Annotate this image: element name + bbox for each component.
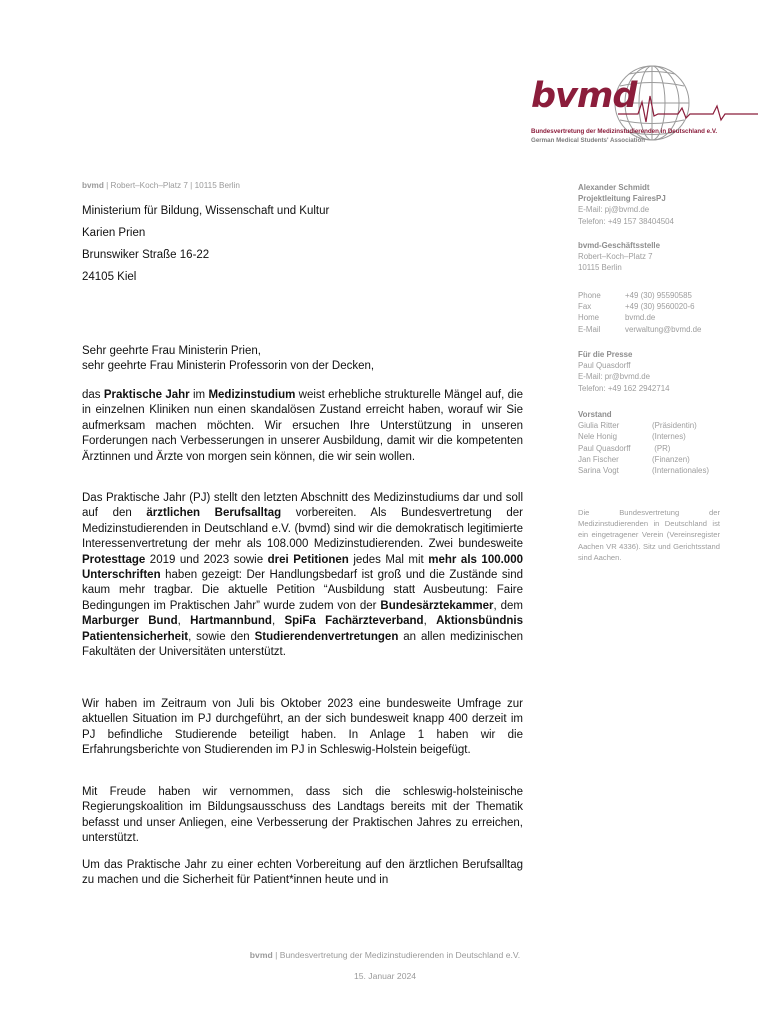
channel-label: Fax	[578, 302, 592, 312]
text-run: haben gezeigt: Der Handlungsbedarf ist groß und die Zustände sind kaum mehr tragbar. Die aktuelle Petition “Ausbildung statt Ausbeutung: Faire Bedingungen im Praktischen Jahr” wurde zudem von der	[82, 569, 523, 612]
press-email: E-Mail: pr@bvmd.de	[578, 372, 651, 382]
bold-run: ärztlichen Berufsalltag	[146, 507, 282, 520]
text-run: an allen medizinischen Fakultäten der Universitäten unterstützt.	[82, 630, 524, 659]
member-role: (Finanzen)	[652, 454, 690, 464]
text-run: ,	[423, 615, 437, 628]
bold-run: Bundesärztekammer	[380, 599, 494, 612]
channel-row-home	[578, 312, 758, 323]
bold-run: Studierendenvertretungen	[254, 630, 399, 643]
bold-run: Protesttage	[82, 553, 146, 566]
press-title: Für die Presse	[578, 350, 633, 359]
text-run: Das Praktische Jahr (PJ) stellt den letzten Abschnitt des Medizinstudiums dar und soll auf den	[82, 492, 523, 520]
bold-run: drei Petitionen	[267, 553, 349, 566]
body-paragraph-4: Mit Freude haben wir vernommen, dass sich die schleswig-holsteinische Regierungskoalition im Bildungsausschuss des Landtags bereits mit der Thematik befasst und unser Anliegen, eine Verbesserung der Praktischen Jahres zu erreichen, unterstützt.	[82, 786, 523, 845]
recipient-address	[82, 200, 329, 288]
legal-note: Die Bundesvertretung der Medizinstudierenden in Deutschland ist ein eingetragener Verein (Vereinsregister Aachen VR 4336). Sitz und Gerichtsstand sind Aachen.	[578, 508, 720, 562]
text-run: jedes Mal mit	[348, 553, 429, 566]
text-run: 2019 und 2023 sowie	[145, 553, 268, 566]
sender-org: bvmd	[82, 181, 104, 190]
office-title: bvmd-Geschäftsstelle	[578, 241, 661, 250]
board-member	[578, 443, 758, 454]
board-block	[578, 409, 758, 476]
bold-run: Hartmannbund	[190, 615, 272, 628]
body-paragraph-2	[82, 491, 523, 660]
member-name: Paul Quasdorff	[578, 443, 631, 453]
bold-run: Praktische Jahr	[103, 389, 190, 401]
sender-street: Robert–Koch–Platz 7	[110, 181, 188, 190]
press-block	[578, 349, 758, 394]
recipient-city: 24105 Kiel	[82, 271, 137, 283]
text-run: vorbereiten. Als Bundesvertretung der Medizinstudierenden in Deutschland e.V. (bvmd) sind wir die demokratisch legitimierte Interessenvertretung der mehr als 108.000 Medizinstudierenden. Zwei bundesweite	[82, 507, 523, 551]
board-member	[578, 454, 758, 465]
separator: |	[103, 181, 111, 190]
text-run: weist erhebliche strukturelle Mängel auf, die in einzelnen Kliniken nun einen skandalösen Zustand erreicht haben, worauf wir Sie aufmerksam machen möchten. Wir ersuchen Ihre Unterstützung in unseren Forderungen nach Verbesserungen in unserer Ausbildung, damit wir die kompetenten Ärztinnen und Ärzte von morgen sein können, die wir sein wollen.	[82, 389, 523, 463]
contact-name: Alexander Schmidt	[578, 183, 650, 192]
bold-run: mehr als 100.000 Unterschriften	[82, 553, 523, 582]
channel-value: +49 (30) 9560020-6	[625, 302, 695, 312]
contact-role: Projektleitung FairesPJ	[578, 194, 666, 204]
board-member	[578, 431, 758, 442]
channel-value: verwaltung@bvmd.de	[625, 324, 702, 334]
bold-run: Marburger Bund	[82, 615, 178, 628]
footer-org: bvmd	[249, 950, 273, 960]
contact-email: E-Mail: pj@bvmd.de	[578, 205, 650, 215]
channel-row-phone	[578, 290, 758, 301]
channel-value: +49 (30) 95590585	[625, 291, 692, 300]
salutation-line-2: sehr geehrte Frau Ministerin Professorin von der Decken,	[82, 359, 375, 372]
page-footer	[0, 950, 770, 960]
bold-run: SpiFa Fachärzteverband	[284, 615, 424, 628]
office-street: Robert–Koch–Platz 7	[578, 252, 653, 262]
logo-tagline-de: Bundesvertretung der Medizinstudierenden in Deutschland e.V.	[531, 128, 718, 135]
logo-wordmark: bvmd	[531, 76, 637, 116]
text-run: , dem	[493, 599, 523, 612]
member-name: Nele Honig	[578, 432, 618, 442]
heartbeat-line-icon	[618, 94, 758, 124]
channel-label: Home	[578, 313, 600, 323]
channel-label: E-Mail	[578, 324, 601, 334]
letter-date: 15. Januar 2024	[353, 971, 417, 981]
text-run: ,	[177, 615, 191, 628]
logo-tagline-en: German Medical Students' Association	[531, 137, 646, 144]
contact-phone: Telefon: +49 157 38404504	[578, 216, 674, 226]
recipient-name: Karien Prien	[82, 227, 146, 239]
press-name: Paul Quasdorff	[578, 361, 631, 371]
text-run: , sowie den	[188, 630, 255, 643]
channels-block	[578, 290, 758, 335]
member-name: Giulia Ritter	[578, 421, 620, 431]
channel-row-email	[578, 324, 758, 335]
board-member	[578, 465, 758, 476]
office-city: 10115 Berlin	[578, 263, 622, 273]
bold-run: Aktionsbündnis Patientensicherheit	[82, 615, 524, 643]
member-role: (Präsidentin)	[652, 421, 697, 431]
channel-value: bvmd.de	[625, 313, 656, 323]
body-paragraph-1	[82, 388, 523, 465]
member-name: Sarina Vogt	[578, 466, 619, 476]
member-role: (Internationales)	[652, 466, 710, 476]
board-member	[578, 420, 758, 431]
sender-line	[82, 181, 240, 190]
text-run: ,	[271, 615, 285, 628]
footer-text: Bundesvertretung der Medizinstudierenden in Deutschland e.V.	[279, 950, 521, 960]
text-run: im	[189, 389, 209, 401]
recipient-street: Brunswiker Straße 16-22	[82, 249, 210, 261]
body-paragraph-5: Um das Praktische Jahr zu einer echten Vorbereitung auf den ärztlichen Berufsalltag zu machen und die Sicherheit für Patient*innen heute und in	[82, 859, 523, 887]
press-phone: Telefon: +49 162 2942714	[578, 383, 670, 393]
recipient-ministry: Ministerium für Bildung, Wissenschaft und Kultur	[82, 205, 330, 217]
office-block	[578, 240, 758, 274]
salutation-line-1: Sehr geehrte Frau Ministerin Prien,	[82, 345, 261, 357]
salutation	[82, 344, 374, 373]
channel-row-fax	[578, 301, 758, 312]
board-title: Vorstand	[578, 410, 612, 419]
member-role: (PR)	[652, 443, 671, 453]
channel-label: Phone	[578, 291, 601, 300]
separator: |	[187, 181, 195, 190]
bold-run: Medizinstudium	[208, 389, 296, 401]
member-name: Jan Fischer	[578, 454, 619, 464]
bvmd-logo	[528, 64, 758, 154]
body-paragraph-3: Wir haben im Zeitraum von Juli bis Oktober 2023 eine bundesweite Umfrage zur aktuellen Situation im PJ durchgeführt, an der sich bundesweit knapp 400 derzeit im PJ befindliche Studierende beteiligt haben. In Anlage 1 haben wir die Erfahrungsberichte von Studierenden im PJ in Schleswig-Holstein beigefügt.	[82, 698, 523, 757]
contact-block	[578, 182, 758, 227]
separator: |	[272, 950, 280, 960]
member-role: (Internes)	[652, 432, 686, 442]
text-run: das	[82, 389, 104, 401]
sender-city: 10115 Berlin	[194, 181, 240, 190]
